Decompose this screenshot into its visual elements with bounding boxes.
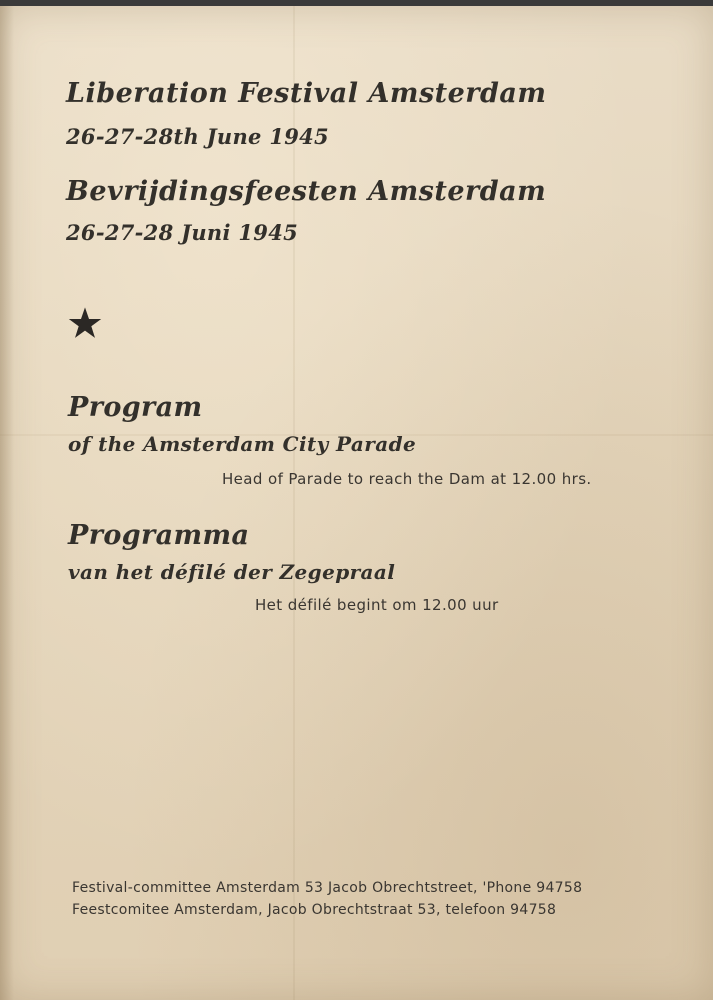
dates-dutch: 26-27-28 Juni 1945 bbox=[66, 220, 299, 245]
parade-time-note-dutch: Het défilé begint om 12.00 uur bbox=[255, 596, 499, 614]
footer-address-dutch: Feestcomitee Amsterdam, Jacob Obrechtstraat 53, telefoon 94758 bbox=[72, 902, 557, 918]
dates-english: 26-27-28th June 1945 bbox=[66, 124, 329, 149]
page-fold-shadow bbox=[0, 6, 14, 1000]
title-dutch: Bevrijdingsfeesten Amsterdam bbox=[66, 176, 547, 207]
parade-time-note-english: Head of Parade to reach the Dam at 12.00 hrs. bbox=[222, 470, 592, 488]
program-subheading-dutch: van het défilé der Zegepraal bbox=[68, 560, 396, 584]
program-subheading-english: of the Amsterdam City Parade bbox=[68, 432, 417, 456]
star-icon bbox=[68, 306, 102, 340]
program-heading-dutch: Programma bbox=[68, 520, 250, 551]
program-heading-english: Program bbox=[68, 392, 203, 423]
paper-crease-vertical bbox=[293, 6, 295, 1000]
document-page bbox=[0, 6, 713, 1000]
title-english: Liberation Festival Amsterdam bbox=[66, 78, 547, 109]
footer-address-english: Festival-committee Amsterdam 53 Jacob Obrechtstreet, 'Phone 94758 bbox=[72, 880, 583, 896]
